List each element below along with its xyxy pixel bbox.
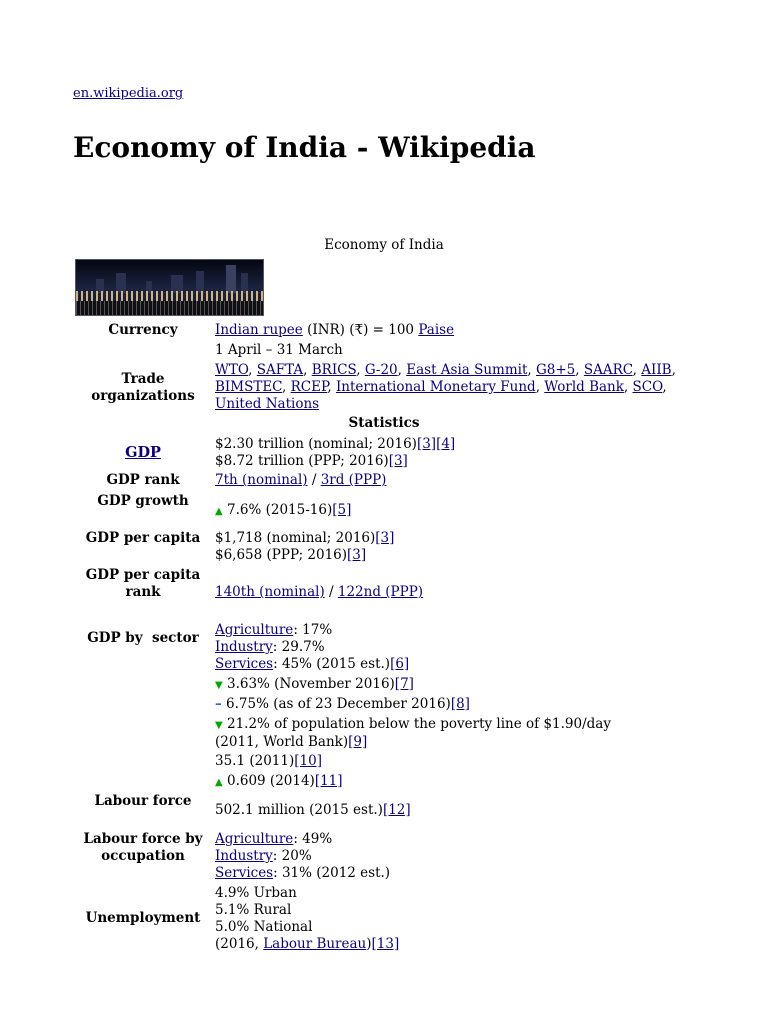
- value-interest-rate: – 6.75% (as of 23 December 2016)[8]: [215, 696, 470, 712]
- label-currency: Currency: [108, 322, 178, 338]
- link-labour-bureau[interactable]: Labour Bureau: [263, 936, 367, 952]
- link-122nd-ppp[interactable]: 122nd (PPP): [337, 584, 424, 600]
- value-gdp: $2.30 trillion (nominal; 2016)[3][4] $8.72 trillion (PPP; 2016)[3]: [215, 436, 456, 469]
- link-7th-nominal[interactable]: 7th (nominal): [215, 472, 308, 488]
- link-org-rcep[interactable]: RCEP: [290, 379, 328, 395]
- link-org-saarc[interactable]: SAARC: [583, 362, 633, 378]
- label-gdp-growth: GDP growth: [97, 493, 189, 509]
- ref-3[interactable]: [3]: [347, 547, 367, 563]
- value-gdp-by-sector: Agriculture: 17% Industry: 29.7% Services: 45% (2015 est.)[6]: [215, 622, 410, 672]
- link-agriculture[interactable]: Agriculture: [215, 831, 294, 847]
- link-org-united-nations[interactable]: United Nations: [215, 396, 320, 412]
- source-link[interactable]: en.wikipedia.org: [73, 86, 184, 101]
- steady-dash-icon: –: [215, 696, 222, 712]
- label-gdp-per-capita: GDP per capita: [85, 530, 201, 546]
- link-org-east-asia-summit[interactable]: East Asia Summit: [406, 362, 528, 378]
- link-gdp[interactable]: GDP: [125, 444, 161, 461]
- value-gdp-per-capita: $1,718 (nominal; 2016)[3] $6,658 (PPP; 2016)[3]: [215, 530, 395, 563]
- value-gdp-growth: ▲ 7.6% (2015-16)[5]: [215, 502, 352, 518]
- value-hdi: ▲ 0.609 (2014)[11]: [215, 773, 343, 789]
- value-inflation: ▼ 3.63% (November 2016)[7]: [215, 676, 414, 692]
- link-org-world-bank[interactable]: World Bank: [544, 379, 624, 395]
- link-services[interactable]: Services: [215, 865, 274, 881]
- label-gdp-by-sector: GDP by sector: [87, 630, 199, 646]
- ref-3[interactable]: [3]: [416, 436, 437, 452]
- link-industry[interactable]: Industry: [215, 639, 273, 655]
- increase-arrow-icon: ▲: [215, 506, 223, 517]
- value-labour-force-by-occupation: Agriculture: 49% Industry: 20% Services: 31% (2012 est.): [215, 831, 391, 881]
- value-unemployment: 4.9% Urban 5.1% Rural 5.0% National (2016, Labour Bureau)[13]: [215, 885, 400, 952]
- label-unemployment: Unemployment: [85, 910, 201, 926]
- decrease-arrow-icon: ▼: [215, 720, 223, 731]
- city-skyline-image: [75, 259, 264, 316]
- ref-13[interactable]: [13]: [371, 936, 400, 952]
- ref-3[interactable]: [3]: [388, 453, 408, 469]
- link-org-safta[interactable]: SAFTA: [256, 362, 304, 378]
- label-gdp-rank: GDP rank: [106, 472, 180, 488]
- link-indian-rupee[interactable]: Indian rupee: [215, 322, 303, 338]
- decrease-arrow-icon: ▼: [215, 680, 223, 691]
- link-org-sco[interactable]: SCO: [632, 379, 663, 395]
- increase-arrow-icon: ▲: [215, 777, 223, 788]
- link-org-brics[interactable]: BRICS: [311, 362, 357, 378]
- link-3rd-ppp[interactable]: 3rd (PPP): [320, 472, 387, 488]
- link-140th-nominal[interactable]: 140th (nominal): [215, 584, 325, 600]
- value-currency: Indian rupee (INR) (₹) = 100 Paise: [215, 322, 455, 338]
- label-trade-organizations: Trade organizations: [91, 371, 195, 404]
- ref-11[interactable]: [11]: [314, 773, 343, 789]
- link-org-g-20[interactable]: G-20: [364, 362, 398, 378]
- ref-10[interactable]: [10]: [294, 753, 322, 769]
- label-labour-force: Labour force: [94, 793, 192, 809]
- ref-5[interactable]: [5]: [332, 502, 352, 518]
- link-org-international-monetary-fund[interactable]: International Monetary Fund: [335, 379, 536, 395]
- ref-6[interactable]: [6]: [390, 656, 410, 672]
- value-gdp-rank: 7th (nominal) / 3rd (PPP): [215, 472, 387, 488]
- ref-12[interactable]: [12]: [382, 802, 411, 818]
- section-statistics: Statistics: [348, 415, 420, 431]
- value-gdp-per-capita-rank: 140th (nominal) / 122nd (PPP): [215, 584, 424, 600]
- link-org-wto[interactable]: WTO: [215, 362, 249, 378]
- value-trade-organizations: WTO, SAFTA, BRICS, G-20, East Asia Summit, G8+5, SAARC, AIIB, BIMSTEC, RCEP, International Monetary Fund, World Bank, SCO, United Nations: [215, 362, 676, 412]
- link-paise[interactable]: Paise: [418, 322, 455, 338]
- value-fiscal-year: 1 April – 31 March: [215, 342, 343, 358]
- label-labour-force-by-occupation: Labour force by occupation: [83, 831, 203, 864]
- link-agriculture[interactable]: Agriculture: [215, 622, 294, 638]
- value-labour-force: 502.1 million (2015 est.)[12]: [215, 802, 411, 818]
- ref-9[interactable]: [9]: [348, 734, 368, 750]
- ref-3[interactable]: [3]: [375, 530, 395, 546]
- ref-7[interactable]: [7]: [394, 676, 414, 692]
- label-gdp[interactable]: [73, 444, 213, 461]
- ref-8[interactable]: [8]: [450, 696, 470, 712]
- link-org-aiib[interactable]: AIIB: [641, 362, 672, 378]
- value-poverty: ▼ 21.2% of population below the poverty line of $1.90/day (2011, World Bank)[9]: [215, 716, 611, 750]
- link-org-bimstec[interactable]: BIMSTEC: [215, 379, 283, 395]
- link-services[interactable]: Services: [215, 656, 274, 672]
- link-org-g8-5[interactable]: G8+5: [536, 362, 576, 378]
- value-gini: 35.1 (2011)[10]: [215, 753, 322, 769]
- label-gdp-per-capita-rank: GDP per capita rank: [85, 567, 201, 600]
- infobox-caption: Economy of India: [324, 237, 444, 253]
- page-title: Economy of India - Wikipedia: [73, 131, 536, 164]
- link-industry[interactable]: Industry: [215, 848, 273, 864]
- ref-4[interactable]: [4]: [436, 436, 456, 452]
